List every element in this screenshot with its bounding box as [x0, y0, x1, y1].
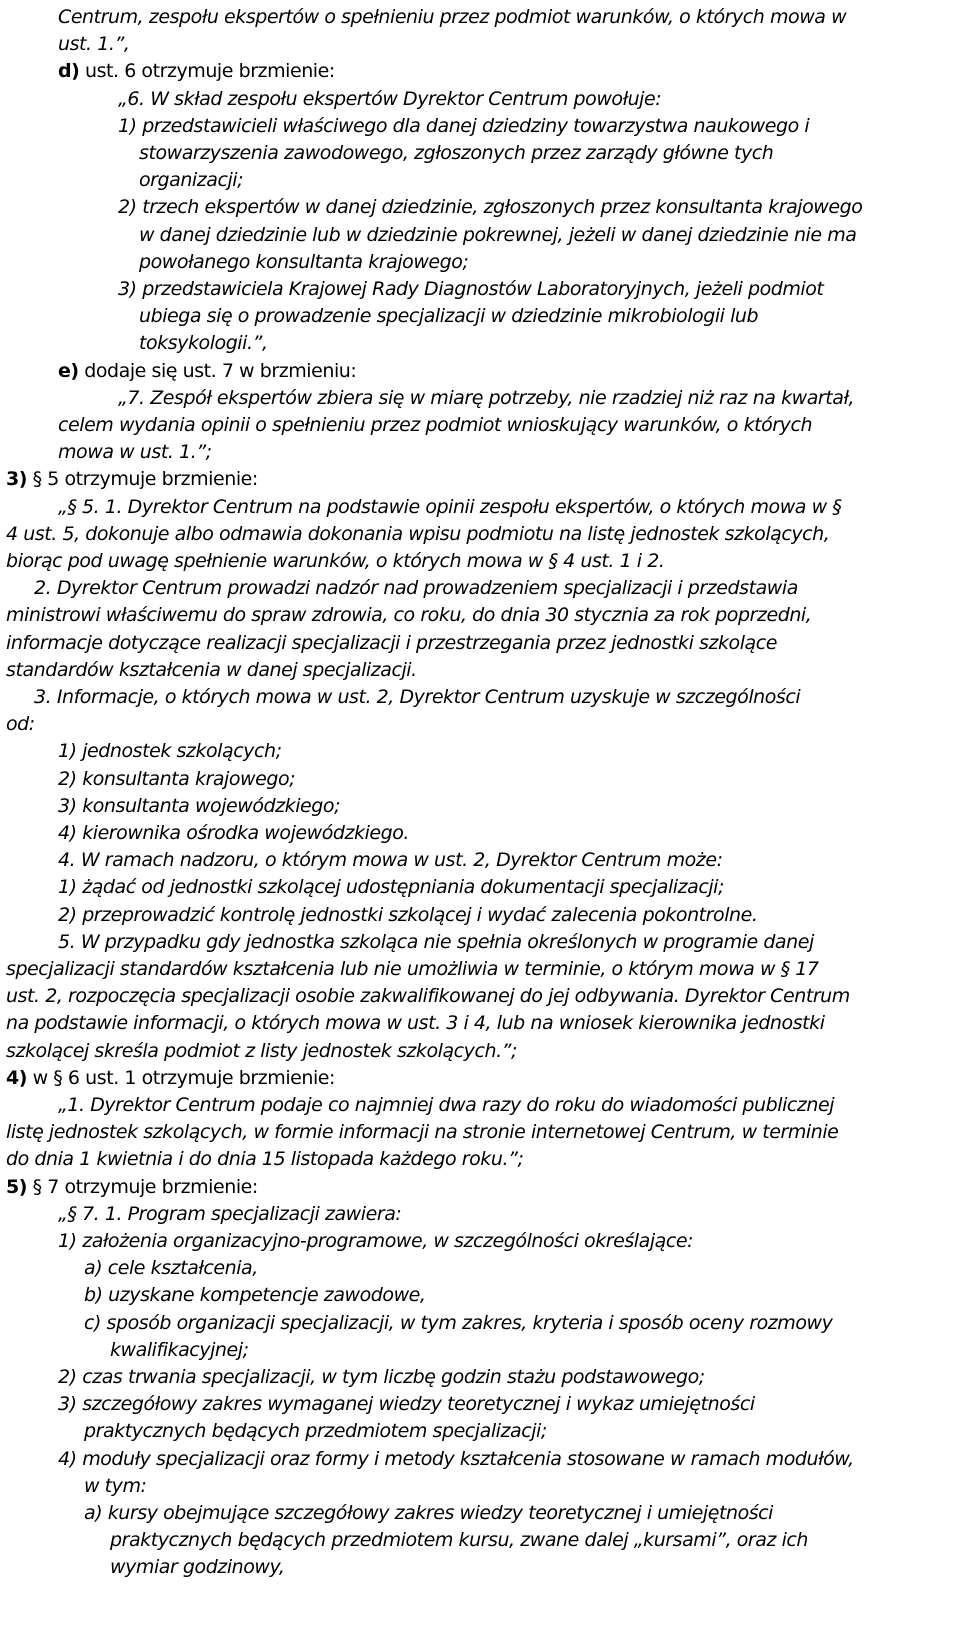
- text-line: [58, 494, 841, 520]
- amendment-text: „§ 5. 1. Dyrektor Centrum na podstawie opinii zespołu ekspertów, o których mowa w §: [58, 496, 842, 518]
- amendment-text: 3) konsultanta wojewódzkiego;: [58, 795, 341, 817]
- text-line: [58, 874, 724, 900]
- text-line: [6, 1146, 523, 1172]
- text-line: [110, 1337, 249, 1363]
- amendment-text: c) sposób organizacji specjalizacji, w tym zakres, kryteria i sposób oceny rozmowy: [84, 1312, 833, 1334]
- text-line: [6, 1119, 838, 1145]
- amendment-text: ust. 1.”,: [58, 33, 130, 55]
- amendment-text: w danej dziedzinie lub w dziedzinie pokrewnej, jeżeli w danej dziedzinie nie ma: [139, 224, 857, 246]
- text-line: [34, 575, 798, 601]
- amendment-text: 1) założenia organizacyjno-programowe, w szczególności określające:: [58, 1230, 694, 1252]
- text-line: [58, 412, 812, 438]
- instruction-text: § 5 otrzymuje brzmienie:: [27, 468, 258, 490]
- amendment-text: 2) przeprowadzić kontrolę jednostki szkolącej i wydać zalecenia pokontrolne.: [58, 904, 758, 926]
- text-line: [6, 602, 811, 628]
- text-line: [110, 1554, 284, 1580]
- text-line: [6, 1174, 258, 1200]
- amendment-text: ubiega się o prowadzenie specjalizacji w dziedzinie mikrobiologii lub: [139, 305, 759, 327]
- text-line: [110, 1527, 808, 1553]
- amendment-text: Centrum, zespołu ekspertów o spełnieniu przez podmiot warunków, o których mowa w: [58, 6, 847, 28]
- text-line: [139, 140, 773, 166]
- amendment-text: informacje dotyczące realizacji specjalizacji i przestrzegania przez jednostki szkolące: [6, 632, 777, 654]
- amendment-text: 2. Dyrektor Centrum prowadzi nadzór nad prowadzeniem specjalizacji i przedstawia: [34, 577, 798, 599]
- amendment-text: listę jednostek szkolących, w formie informacji na stronie internetowej Centrum, w terminie: [6, 1121, 839, 1143]
- amendment-text: 1) jednostek szkolących;: [58, 740, 282, 762]
- amendment-text: 4. W ramach nadzoru, o którym mowa w ust. 2, Dyrektor Centrum może:: [58, 849, 723, 871]
- text-line: [58, 820, 409, 846]
- amendment-text: „7. Zespół ekspertów zbiera się w miarę potrzeby, nie rzadziej niż raz na kwartał,: [118, 387, 855, 409]
- amendment-text: 4 ust. 5, dokonuje albo odmawia dokonania wpisu podmiotu na listę jednostek szkolących,: [6, 523, 830, 545]
- amendment-text: stowarzyszenia zawodowego, zgłoszonych przez zarządy główne tych: [139, 142, 774, 164]
- text-line: [58, 4, 846, 30]
- text-line: [139, 330, 268, 356]
- text-line: [58, 1228, 693, 1254]
- amendment-text: 4) moduły specjalizacji oraz formy i metody kształcenia stosowane w ramach modułów,: [58, 1448, 854, 1470]
- amendment-text: 3) szczegółowy zakres wymaganej wiedzy teoretycznej i wykaz umiejętności: [58, 1393, 755, 1415]
- text-line: [58, 1446, 854, 1472]
- amendment-text: kwalifikacyjnej;: [110, 1339, 249, 1361]
- text-line: [6, 1065, 335, 1091]
- amendment-text: 3. Informacje, o których mowa w ust. 2, Dyrektor Centrum uzyskuje w szczególności: [34, 686, 801, 708]
- amendment-text: mowa w ust. 1.”;: [58, 441, 212, 463]
- list-marker: 5): [6, 1176, 28, 1198]
- amendment-text: 3) przedstawiciela Krajowej Rady Diagnostów Laboratoryjnych, jeżeli podmiot: [118, 278, 824, 300]
- list-marker: d): [58, 60, 80, 82]
- instruction-text: w § 6 ust. 1 otrzymuje brzmienie:: [27, 1067, 335, 1089]
- amendment-text: od:: [6, 713, 35, 735]
- text-line: [58, 929, 814, 955]
- text-line: [58, 58, 335, 84]
- amendment-text: 5. W przypadku gdy jednostka szkoląca nie spełnia określonych w programie danej: [58, 931, 814, 953]
- instruction-text: § 7 otrzymuje brzmienie:: [27, 1176, 258, 1198]
- text-line: [6, 1010, 825, 1036]
- text-line: [118, 86, 661, 112]
- amendment-text: ust. 2, rozpoczęcia specjalizacji osobie zakwalifikowanej do jej odbywania. Dyrektor Centrum: [6, 985, 850, 1007]
- amendment-text: a) cele kształcenia,: [84, 1257, 258, 1279]
- amendment-text: organizacji;: [139, 169, 244, 191]
- amendment-text: wymiar godzinowy,: [110, 1556, 285, 1578]
- list-marker: e): [58, 360, 79, 382]
- text-line: [58, 847, 723, 873]
- text-line: [139, 303, 758, 329]
- text-line: [84, 1473, 146, 1499]
- amendment-text: praktycznych będących przedmiotem kursu, zwane dalej „kursami”, oraz ich: [110, 1529, 809, 1551]
- text-line: [58, 793, 340, 819]
- amendment-text: w tym:: [84, 1475, 147, 1497]
- list-marker: 4): [6, 1067, 28, 1089]
- amendment-text: 4) kierownika ośrodka wojewódzkiego.: [58, 822, 410, 844]
- text-line: [6, 983, 850, 1009]
- text-line: [139, 222, 856, 248]
- text-line: [58, 31, 129, 57]
- text-line: [34, 684, 800, 710]
- instruction-text: dodaje się ust. 7 w brzmieniu:: [78, 360, 357, 382]
- amendment-text: 2) czas trwania specjalizacji, w tym liczbę godzin stażu podstawowego;: [58, 1366, 705, 1388]
- text-line: [6, 521, 829, 547]
- amendment-text: celem wydania opinii o spełnieniu przez podmiot wnioskujący warunków, o których: [58, 414, 813, 436]
- amendment-text: 2) konsultanta krajowego;: [58, 768, 296, 790]
- text-line: [84, 1418, 547, 1444]
- amendment-text: specjalizacji standardów kształcenia lub nie umożliwia w terminie, o którym mowa w § 17: [6, 958, 819, 980]
- amendment-text: do dnia 1 kwietnia i do dnia 15 listopada każdego roku.”;: [6, 1148, 524, 1170]
- text-line: [84, 1255, 258, 1281]
- text-line: [84, 1500, 773, 1526]
- amendment-text: szkolącej skreśla podmiot z listy jednostek szkolących.”;: [6, 1040, 517, 1062]
- text-line: [84, 1282, 426, 1308]
- amendment-text: powołanego konsultanta krajowego;: [139, 251, 469, 273]
- amendment-text: 1) przedstawicieli właściwego dla danej dziedziny towarzystwa naukowego i: [118, 115, 810, 137]
- amendment-text: biorąc pod uwagę spełnienie warunków, o których mowa w § 4 ust. 1 i 2.: [6, 550, 665, 572]
- text-line: [6, 657, 417, 683]
- text-line: [58, 1092, 834, 1118]
- text-line: [58, 738, 282, 764]
- amendment-text: „6. W skład zespołu ekspertów Dyrektor Centrum powołuje:: [118, 88, 662, 110]
- text-line: [58, 766, 295, 792]
- amendment-text: a) kursy obejmujące szczegółowy zakres wiedzy teoretycznej i umiejętności: [84, 1502, 774, 1524]
- amendment-text: „1. Dyrektor Centrum podaje co najmniej dwa razy do roku do wiadomości publicznej: [58, 1094, 835, 1116]
- amendment-text: 2) trzech ekspertów w danej dziedzinie, zgłoszonych przez konsultanta krajowego: [118, 196, 863, 218]
- amendment-text: b) uzyskane kompetencje zawodowe,: [84, 1284, 426, 1306]
- text-line: [58, 1391, 755, 1417]
- text-line: [6, 466, 258, 492]
- text-line: [58, 902, 757, 928]
- amendment-text: ministrowi właściwemu do spraw zdrowia, co roku, do dnia 30 stycznia za rok poprzedni,: [6, 604, 812, 626]
- list-marker: 3): [6, 468, 28, 490]
- text-line: [84, 1310, 832, 1336]
- instruction-text: ust. 6 otrzymuje brzmienie:: [79, 60, 335, 82]
- amendment-text: na podstawie informacji, o których mowa w ust. 3 i 4, lub na wniosek kierownika jednostki: [6, 1012, 825, 1034]
- amendment-text: standardów kształcenia w danej specjalizacji.: [6, 659, 417, 681]
- text-line: [6, 711, 35, 737]
- amendment-text: 1) żądać od jednostki szkolącej udostępniania dokumentacji specjalizacji;: [58, 876, 724, 898]
- text-line: [58, 358, 356, 384]
- text-line: [58, 1364, 705, 1390]
- amendment-text: praktycznych będących przedmiotem specjalizacji;: [84, 1420, 547, 1442]
- text-line: [6, 1038, 517, 1064]
- text-line: [6, 548, 664, 574]
- amendment-text: „§ 7. 1. Program specjalizacji zawiera:: [58, 1203, 402, 1225]
- amendment-text: toksykologii.”,: [139, 332, 268, 354]
- text-line: [6, 630, 777, 656]
- text-line: [139, 249, 468, 275]
- text-line: [139, 167, 243, 193]
- text-line: [118, 385, 854, 411]
- text-line: [6, 956, 819, 982]
- text-line: [58, 1201, 401, 1227]
- text-line: [58, 439, 212, 465]
- text-line: [118, 276, 823, 302]
- text-line: [118, 194, 862, 220]
- text-line: [118, 113, 809, 139]
